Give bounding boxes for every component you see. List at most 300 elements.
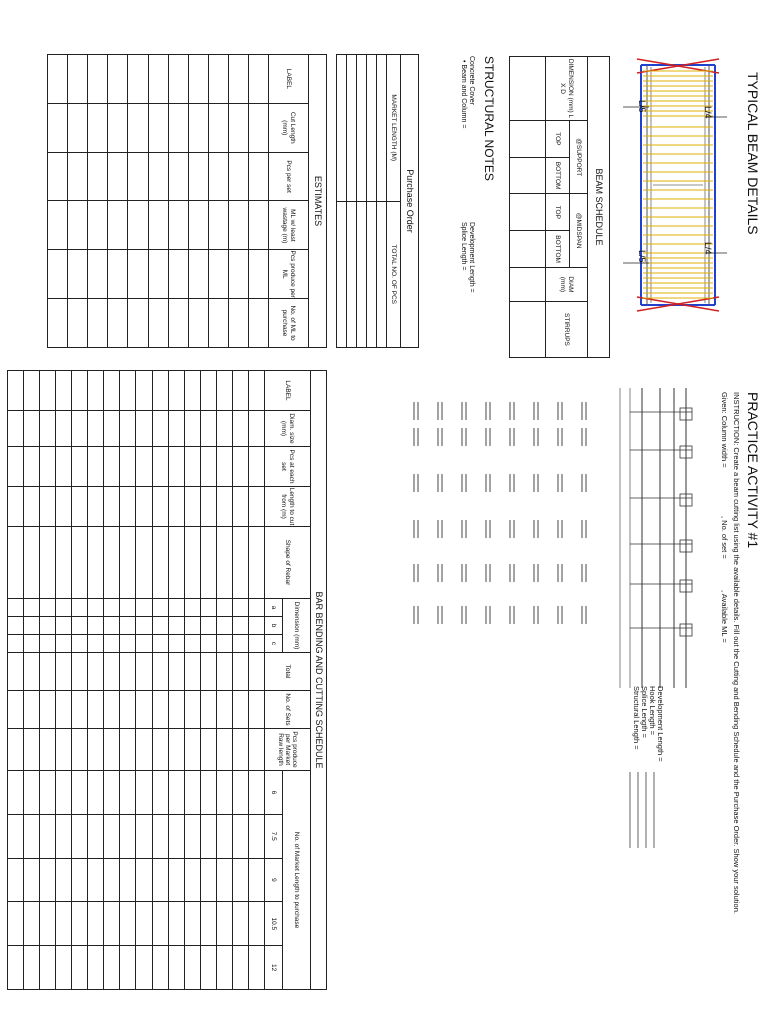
bbs-cell[interactable]: [88, 691, 104, 729]
bbs-cell[interactable]: [24, 371, 40, 411]
estimates-cell[interactable]: [128, 103, 148, 152]
bbs-cell[interactable]: [40, 771, 56, 815]
bbs-cell[interactable]: [152, 771, 168, 815]
bbs-cell[interactable]: [40, 946, 56, 990]
bbs-cell[interactable]: [248, 599, 264, 617]
estimates-cell[interactable]: [168, 152, 188, 201]
bbs-cell[interactable]: [56, 599, 72, 617]
estimates-cell[interactable]: [188, 55, 208, 104]
estimates-cell[interactable]: [88, 55, 108, 104]
estimates-cell[interactable]: [148, 299, 168, 348]
bbs-cell[interactable]: [216, 814, 232, 858]
bbs-cell[interactable]: [184, 653, 200, 691]
bbs-cell[interactable]: [200, 771, 216, 815]
bbs-cell[interactable]: [72, 371, 88, 411]
estimates-cell[interactable]: [108, 299, 128, 348]
estimates-cell[interactable]: [168, 55, 188, 104]
bbs-cell[interactable]: [168, 902, 184, 946]
bbs-cell[interactable]: [168, 447, 184, 487]
bbs-cell[interactable]: [24, 617, 40, 635]
bbs-cell[interactable]: [152, 635, 168, 653]
bbs-cell[interactable]: [120, 653, 136, 691]
estimates-cell[interactable]: [248, 152, 268, 201]
bbs-cell[interactable]: [88, 527, 104, 599]
bbs-cell[interactable]: [248, 411, 264, 447]
estimates-cell[interactable]: [168, 299, 188, 348]
bbs-cell[interactable]: [152, 902, 168, 946]
bbs-cell[interactable]: [216, 617, 232, 635]
bbs-cell[interactable]: [152, 617, 168, 635]
bbs-cell[interactable]: [136, 599, 152, 617]
estimates-cell[interactable]: [68, 201, 88, 250]
bbs-cell[interactable]: [168, 814, 184, 858]
bbs-cell[interactable]: [88, 371, 104, 411]
estimates-cell[interactable]: [128, 250, 148, 299]
bbs-cell[interactable]: [152, 814, 168, 858]
bbs-cell[interactable]: [56, 858, 72, 902]
bbs-cell[interactable]: [104, 691, 120, 729]
bbs-cell[interactable]: [120, 691, 136, 729]
po-cell[interactable]: [367, 201, 377, 348]
bbs-cell[interactable]: [104, 617, 120, 635]
bbs-cell[interactable]: [152, 691, 168, 729]
estimates-cell[interactable]: [148, 55, 168, 104]
estimates-cell[interactable]: [88, 103, 108, 152]
bbs-cell[interactable]: [200, 691, 216, 729]
bbs-cell[interactable]: [40, 487, 56, 527]
bbs-cell[interactable]: [104, 599, 120, 617]
estimates-cell[interactable]: [168, 250, 188, 299]
bbs-cell[interactable]: [8, 946, 24, 990]
bbs-cell[interactable]: [152, 371, 168, 411]
bbs-cell[interactable]: [120, 771, 136, 815]
beam-cell[interactable]: [510, 231, 546, 268]
estimates-cell[interactable]: [168, 103, 188, 152]
estimates-cell[interactable]: [248, 55, 268, 104]
bbs-cell[interactable]: [184, 729, 200, 771]
bbs-cell[interactable]: [104, 814, 120, 858]
bbs-cell[interactable]: [136, 371, 152, 411]
bbs-cell[interactable]: [184, 902, 200, 946]
bbs-cell[interactable]: [56, 653, 72, 691]
bbs-cell[interactable]: [88, 411, 104, 447]
bbs-cell[interactable]: [232, 635, 248, 653]
bbs-cell[interactable]: [248, 635, 264, 653]
beam-cell[interactable]: [510, 157, 546, 194]
estimates-cell[interactable]: [48, 250, 68, 299]
estimates-cell[interactable]: [128, 299, 148, 348]
estimates-cell[interactable]: [128, 201, 148, 250]
bbs-cell[interactable]: [88, 946, 104, 990]
bbs-cell[interactable]: [200, 858, 216, 902]
bbs-cell[interactable]: [136, 635, 152, 653]
bbs-cell[interactable]: [120, 411, 136, 447]
bbs-cell[interactable]: [72, 814, 88, 858]
bbs-cell[interactable]: [136, 527, 152, 599]
bbs-cell[interactable]: [200, 729, 216, 771]
bbs-cell[interactable]: [184, 635, 200, 653]
bbs-cell[interactable]: [152, 447, 168, 487]
bbs-cell[interactable]: [8, 599, 24, 617]
bbs-cell[interactable]: [88, 487, 104, 527]
bbs-cell[interactable]: [8, 858, 24, 902]
bbs-cell[interactable]: [184, 411, 200, 447]
bbs-cell[interactable]: [152, 599, 168, 617]
bbs-cell[interactable]: [152, 946, 168, 990]
estimates-cell[interactable]: [48, 299, 68, 348]
estimates-cell[interactable]: [128, 55, 148, 104]
bbs-cell[interactable]: [168, 411, 184, 447]
bbs-cell[interactable]: [136, 858, 152, 902]
bbs-cell[interactable]: [200, 635, 216, 653]
bbs-cell[interactable]: [248, 858, 264, 902]
bbs-cell[interactable]: [216, 411, 232, 447]
bbs-cell[interactable]: [40, 902, 56, 946]
estimates-cell[interactable]: [208, 201, 228, 250]
estimates-cell[interactable]: [248, 299, 268, 348]
bbs-cell[interactable]: [168, 858, 184, 902]
bbs-cell[interactable]: [200, 411, 216, 447]
bbs-cell[interactable]: [232, 411, 248, 447]
bbs-cell[interactable]: [40, 814, 56, 858]
bbs-cell[interactable]: [248, 447, 264, 487]
bbs-cell[interactable]: [40, 617, 56, 635]
bbs-cell[interactable]: [24, 527, 40, 599]
bbs-cell[interactable]: [88, 635, 104, 653]
bbs-cell[interactable]: [232, 771, 248, 815]
bbs-cell[interactable]: [136, 691, 152, 729]
bbs-cell[interactable]: [40, 691, 56, 729]
bbs-cell[interactable]: [168, 691, 184, 729]
estimates-cell[interactable]: [248, 103, 268, 152]
po-cell[interactable]: [347, 55, 357, 202]
bbs-cell[interactable]: [120, 447, 136, 487]
bbs-cell[interactable]: [24, 946, 40, 990]
estimates-cell[interactable]: [108, 250, 128, 299]
bbs-cell[interactable]: [136, 447, 152, 487]
bbs-cell[interactable]: [72, 691, 88, 729]
bbs-cell[interactable]: [104, 902, 120, 946]
estimates-cell[interactable]: [148, 201, 168, 250]
bbs-cell[interactable]: [72, 902, 88, 946]
bbs-cell[interactable]: [72, 617, 88, 635]
bbs-cell[interactable]: [168, 487, 184, 527]
bbs-cell[interactable]: [24, 411, 40, 447]
bbs-cell[interactable]: [104, 487, 120, 527]
po-cell[interactable]: [357, 201, 367, 348]
bbs-cell[interactable]: [72, 653, 88, 691]
po-cell[interactable]: [377, 201, 387, 348]
bbs-cell[interactable]: [168, 771, 184, 815]
bbs-cell[interactable]: [232, 653, 248, 691]
bbs-cell[interactable]: [104, 447, 120, 487]
bbs-cell[interactable]: [120, 617, 136, 635]
estimates-cell[interactable]: [108, 103, 128, 152]
bbs-cell[interactable]: [152, 653, 168, 691]
bbs-cell[interactable]: [232, 487, 248, 527]
bbs-cell[interactable]: [136, 814, 152, 858]
bbs-cell[interactable]: [216, 858, 232, 902]
estimates-cell[interactable]: [208, 55, 228, 104]
bbs-cell[interactable]: [40, 527, 56, 599]
bbs-cell[interactable]: [232, 946, 248, 990]
bbs-cell[interactable]: [232, 617, 248, 635]
estimates-cell[interactable]: [148, 103, 168, 152]
bbs-cell[interactable]: [136, 729, 152, 771]
bbs-cell[interactable]: [56, 411, 72, 447]
estimates-cell[interactable]: [228, 103, 248, 152]
bbs-cell[interactable]: [248, 487, 264, 527]
bbs-cell[interactable]: [168, 617, 184, 635]
po-cell[interactable]: [337, 55, 347, 202]
bbs-cell[interactable]: [120, 946, 136, 990]
bbs-cell[interactable]: [232, 858, 248, 902]
bbs-cell[interactable]: [232, 599, 248, 617]
bbs-cell[interactable]: [24, 771, 40, 815]
estimates-cell[interactable]: [208, 250, 228, 299]
bbs-cell[interactable]: [24, 487, 40, 527]
bbs-cell[interactable]: [72, 635, 88, 653]
bbs-cell[interactable]: [72, 729, 88, 771]
estimates-cell[interactable]: [48, 201, 68, 250]
bbs-cell[interactable]: [200, 599, 216, 617]
bbs-cell[interactable]: [152, 527, 168, 599]
bbs-cell[interactable]: [8, 617, 24, 635]
bbs-cell[interactable]: [184, 447, 200, 487]
bbs-cell[interactable]: [136, 902, 152, 946]
estimates-cell[interactable]: [228, 201, 248, 250]
bbs-cell[interactable]: [216, 691, 232, 729]
beam-cell[interactable]: [510, 57, 546, 121]
bbs-cell[interactable]: [184, 371, 200, 411]
bbs-cell[interactable]: [56, 487, 72, 527]
bbs-cell[interactable]: [72, 946, 88, 990]
bbs-cell[interactable]: [56, 617, 72, 635]
bbs-cell[interactable]: [248, 902, 264, 946]
bbs-cell[interactable]: [88, 617, 104, 635]
estimates-cell[interactable]: [48, 55, 68, 104]
bbs-cell[interactable]: [120, 371, 136, 411]
bbs-cell[interactable]: [184, 527, 200, 599]
bbs-cell[interactable]: [184, 599, 200, 617]
estimates-cell[interactable]: [228, 55, 248, 104]
bbs-cell[interactable]: [120, 858, 136, 902]
bbs-cell[interactable]: [88, 771, 104, 815]
bbs-cell[interactable]: [72, 858, 88, 902]
bbs-cell[interactable]: [216, 771, 232, 815]
beam-cell[interactable]: [510, 267, 546, 301]
po-cell[interactable]: [377, 55, 387, 202]
bbs-cell[interactable]: [8, 771, 24, 815]
estimates-cell[interactable]: [148, 152, 168, 201]
bbs-cell[interactable]: [216, 527, 232, 599]
bbs-cell[interactable]: [216, 635, 232, 653]
bbs-cell[interactable]: [104, 946, 120, 990]
bbs-cell[interactable]: [200, 946, 216, 990]
bbs-cell[interactable]: [184, 691, 200, 729]
bbs-cell[interactable]: [216, 599, 232, 617]
bbs-cell[interactable]: [200, 371, 216, 411]
bbs-cell[interactable]: [24, 599, 40, 617]
bbs-cell[interactable]: [8, 447, 24, 487]
po-cell[interactable]: [337, 201, 347, 348]
bbs-cell[interactable]: [24, 729, 40, 771]
estimates-cell[interactable]: [68, 55, 88, 104]
bbs-cell[interactable]: [168, 527, 184, 599]
bbs-cell[interactable]: [8, 814, 24, 858]
bbs-cell[interactable]: [248, 814, 264, 858]
bbs-cell[interactable]: [56, 527, 72, 599]
estimates-cell[interactable]: [68, 250, 88, 299]
estimates-cell[interactable]: [188, 103, 208, 152]
bbs-cell[interactable]: [24, 447, 40, 487]
bbs-cell[interactable]: [120, 729, 136, 771]
bbs-cell[interactable]: [200, 487, 216, 527]
bbs-cell[interactable]: [56, 447, 72, 487]
bbs-cell[interactable]: [56, 771, 72, 815]
estimates-cell[interactable]: [228, 299, 248, 348]
estimates-cell[interactable]: [188, 152, 208, 201]
bbs-cell[interactable]: [72, 447, 88, 487]
estimates-cell[interactable]: [68, 103, 88, 152]
bbs-cell[interactable]: [40, 653, 56, 691]
bbs-cell[interactable]: [136, 653, 152, 691]
bbs-cell[interactable]: [8, 371, 24, 411]
bbs-cell[interactable]: [40, 599, 56, 617]
bbs-cell[interactable]: [104, 858, 120, 902]
estimates-cell[interactable]: [248, 201, 268, 250]
bbs-cell[interactable]: [200, 653, 216, 691]
bbs-cell[interactable]: [168, 599, 184, 617]
bbs-cell[interactable]: [184, 487, 200, 527]
bbs-cell[interactable]: [88, 814, 104, 858]
bbs-cell[interactable]: [8, 411, 24, 447]
bbs-cell[interactable]: [88, 653, 104, 691]
estimates-cell[interactable]: [248, 250, 268, 299]
bbs-cell[interactable]: [184, 617, 200, 635]
estimates-cell[interactable]: [208, 299, 228, 348]
bbs-cell[interactable]: [232, 447, 248, 487]
bbs-cell[interactable]: [104, 653, 120, 691]
bbs-cell[interactable]: [136, 487, 152, 527]
bbs-cell[interactable]: [248, 691, 264, 729]
bbs-cell[interactable]: [248, 771, 264, 815]
bbs-cell[interactable]: [8, 729, 24, 771]
estimates-cell[interactable]: [48, 103, 68, 152]
bbs-cell[interactable]: [56, 814, 72, 858]
bbs-cell[interactable]: [232, 371, 248, 411]
beam-cell[interactable]: [510, 194, 546, 231]
estimates-cell[interactable]: [108, 201, 128, 250]
bbs-cell[interactable]: [104, 635, 120, 653]
po-cell[interactable]: [357, 55, 367, 202]
estimates-cell[interactable]: [68, 299, 88, 348]
bbs-cell[interactable]: [248, 371, 264, 411]
bbs-cell[interactable]: [232, 729, 248, 771]
bbs-cell[interactable]: [184, 858, 200, 902]
bbs-cell[interactable]: [120, 814, 136, 858]
estimates-cell[interactable]: [88, 201, 108, 250]
bbs-cell[interactable]: [88, 599, 104, 617]
bbs-cell[interactable]: [200, 527, 216, 599]
estimates-cell[interactable]: [88, 299, 108, 348]
bbs-cell[interactable]: [104, 411, 120, 447]
estimates-cell[interactable]: [228, 250, 248, 299]
bbs-cell[interactable]: [248, 946, 264, 990]
bbs-cell[interactable]: [200, 814, 216, 858]
bbs-cell[interactable]: [40, 858, 56, 902]
bbs-cell[interactable]: [72, 527, 88, 599]
bbs-cell[interactable]: [152, 487, 168, 527]
bbs-cell[interactable]: [40, 729, 56, 771]
bbs-cell[interactable]: [152, 858, 168, 902]
bbs-cell[interactable]: [216, 487, 232, 527]
bbs-cell[interactable]: [56, 691, 72, 729]
estimates-cell[interactable]: [208, 152, 228, 201]
bbs-cell[interactable]: [216, 371, 232, 411]
estimates-cell[interactable]: [108, 55, 128, 104]
bbs-cell[interactable]: [200, 447, 216, 487]
estimates-cell[interactable]: [108, 152, 128, 201]
bbs-cell[interactable]: [24, 691, 40, 729]
estimates-cell[interactable]: [128, 152, 148, 201]
bbs-cell[interactable]: [232, 527, 248, 599]
bbs-cell[interactable]: [248, 617, 264, 635]
bbs-cell[interactable]: [72, 599, 88, 617]
bbs-cell[interactable]: [72, 487, 88, 527]
estimates-cell[interactable]: [88, 152, 108, 201]
estimates-cell[interactable]: [188, 299, 208, 348]
po-cell[interactable]: [347, 201, 357, 348]
bbs-cell[interactable]: [104, 527, 120, 599]
bbs-cell[interactable]: [24, 653, 40, 691]
bbs-cell[interactable]: [216, 946, 232, 990]
bbs-cell[interactable]: [8, 653, 24, 691]
bbs-cell[interactable]: [8, 635, 24, 653]
bbs-cell[interactable]: [136, 411, 152, 447]
bbs-cell[interactable]: [8, 487, 24, 527]
estimates-cell[interactable]: [68, 152, 88, 201]
bbs-cell[interactable]: [232, 902, 248, 946]
bbs-cell[interactable]: [216, 902, 232, 946]
bbs-cell[interactable]: [200, 617, 216, 635]
bbs-cell[interactable]: [168, 371, 184, 411]
estimates-cell[interactable]: [48, 152, 68, 201]
bbs-cell[interactable]: [104, 729, 120, 771]
bbs-cell[interactable]: [24, 902, 40, 946]
bbs-cell[interactable]: [200, 902, 216, 946]
estimates-cell[interactable]: [148, 250, 168, 299]
bbs-cell[interactable]: [40, 635, 56, 653]
bbs-cell[interactable]: [184, 771, 200, 815]
bbs-cell[interactable]: [88, 729, 104, 771]
bbs-cell[interactable]: [56, 371, 72, 411]
bbs-cell[interactable]: [136, 946, 152, 990]
bbs-cell[interactable]: [120, 527, 136, 599]
bbs-cell[interactable]: [168, 946, 184, 990]
bbs-cell[interactable]: [88, 858, 104, 902]
bbs-cell[interactable]: [120, 487, 136, 527]
bbs-cell[interactable]: [24, 858, 40, 902]
estimates-cell[interactable]: [208, 103, 228, 152]
bbs-cell[interactable]: [168, 729, 184, 771]
bbs-cell[interactable]: [120, 902, 136, 946]
bbs-cell[interactable]: [216, 729, 232, 771]
bbs-cell[interactable]: [184, 814, 200, 858]
bbs-cell[interactable]: [248, 527, 264, 599]
po-cell[interactable]: [367, 55, 377, 202]
bbs-cell[interactable]: [72, 411, 88, 447]
